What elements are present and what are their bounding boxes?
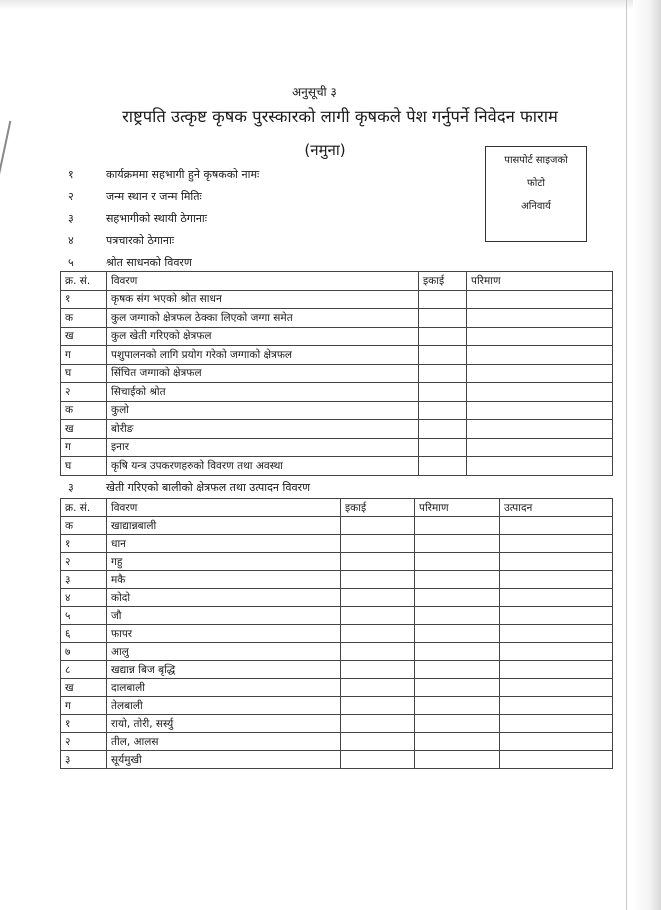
column-header-unit: इकाई xyxy=(341,499,415,517)
cell-description: सिचाईको श्रोत xyxy=(107,383,419,402)
crop-production-table xyxy=(60,498,613,769)
cell-quantity[interactable] xyxy=(415,589,500,607)
cell-quantity[interactable] xyxy=(415,643,500,661)
table-row xyxy=(61,383,613,402)
cell-production[interactable] xyxy=(500,643,613,661)
table-header-row xyxy=(61,272,613,291)
cell-serial: ४ xyxy=(61,589,107,607)
table-row xyxy=(61,309,613,328)
cell-unit[interactable] xyxy=(419,438,467,457)
photo-box-line-size: पासपोर्ट साइजको xyxy=(504,155,568,166)
table-row xyxy=(61,438,613,457)
cell-production[interactable] xyxy=(500,715,613,733)
field-label: सहभागीको स्थायी ठेगानाः xyxy=(106,212,207,225)
cell-quantity[interactable] xyxy=(415,607,500,625)
cell-unit[interactable] xyxy=(341,661,415,679)
column-header-quantity: परिमाण xyxy=(467,272,613,291)
cell-quantity[interactable] xyxy=(415,571,500,589)
table-row xyxy=(61,679,613,697)
cell-serial: ख xyxy=(61,420,107,439)
cell-unit[interactable] xyxy=(419,457,467,476)
table-row xyxy=(61,589,613,607)
field-number: ५ xyxy=(68,256,74,269)
cell-description: कुल खेती गरिएको क्षेत्रफल xyxy=(107,327,419,346)
table-row xyxy=(61,751,613,769)
table-row xyxy=(61,697,613,715)
column-header-quantity: परिमाण xyxy=(415,499,500,517)
table-row xyxy=(61,327,613,346)
cell-serial: घ xyxy=(61,364,107,383)
cell-unit[interactable] xyxy=(419,401,467,420)
cell-unit[interactable] xyxy=(419,290,467,309)
cell-unit[interactable] xyxy=(419,346,467,365)
cell-unit[interactable] xyxy=(341,679,415,697)
cell-serial: २ xyxy=(61,383,107,402)
table-row xyxy=(61,457,613,476)
photo-box-line-required: अनिवार्य xyxy=(521,201,551,212)
cell-serial: १ xyxy=(61,715,107,733)
cell-production[interactable] xyxy=(500,607,613,625)
cell-quantity[interactable] xyxy=(415,553,500,571)
cell-unit[interactable] xyxy=(419,420,467,439)
cell-unit[interactable] xyxy=(341,751,415,769)
cell-unit[interactable] xyxy=(419,327,467,346)
cell-unit[interactable] xyxy=(341,607,415,625)
section-number: ३ xyxy=(68,481,74,494)
cell-quantity[interactable] xyxy=(415,733,500,751)
cell-serial: ग xyxy=(61,346,107,365)
cell-production[interactable] xyxy=(500,733,613,751)
field-number: ३ xyxy=(68,212,74,225)
cell-description: तेलबाली xyxy=(107,697,341,715)
cell-quantity[interactable] xyxy=(467,346,613,365)
scan-fold-line xyxy=(626,0,627,910)
cell-quantity[interactable] xyxy=(415,715,500,733)
cell-quantity[interactable] xyxy=(415,697,500,715)
cell-unit[interactable] xyxy=(341,589,415,607)
table-row xyxy=(61,364,613,383)
cell-unit[interactable] xyxy=(419,383,467,402)
resources-table xyxy=(60,271,613,476)
cell-quantity[interactable] xyxy=(467,420,613,439)
cell-unit[interactable] xyxy=(341,625,415,643)
table-row xyxy=(61,290,613,309)
table-row xyxy=(61,517,613,535)
section-label: खेती गरिएको बालीको क्षेत्रफल तथा उत्पादन विवरण xyxy=(106,481,311,494)
cell-serial: क xyxy=(61,309,107,328)
cell-production[interactable] xyxy=(500,697,613,715)
cell-quantity[interactable] xyxy=(467,383,613,402)
form-subtitle: (नमुना) xyxy=(304,141,346,159)
cell-production[interactable] xyxy=(500,571,613,589)
cell-serial: १ xyxy=(61,290,107,309)
table-row xyxy=(61,733,613,751)
cell-description: तील, आलस xyxy=(107,733,341,751)
cell-production[interactable] xyxy=(500,751,613,769)
cell-serial: ग xyxy=(61,697,107,715)
cell-serial: २ xyxy=(61,733,107,751)
column-header-serial: क्र. सं. xyxy=(61,272,107,291)
cell-unit[interactable] xyxy=(419,364,467,383)
scan-shadow-right xyxy=(633,0,661,910)
cell-quantity[interactable] xyxy=(467,290,613,309)
cell-serial: ३ xyxy=(61,571,107,589)
cell-serial: १ xyxy=(61,535,107,553)
cell-description: कुल जग्गाको क्षेत्रफल ठेक्का लिएको जग्गा समेत xyxy=(107,309,419,328)
cell-serial: ग xyxy=(61,438,107,457)
cell-quantity[interactable] xyxy=(415,517,500,535)
table-header-row xyxy=(61,499,613,517)
cell-description: फापर xyxy=(107,625,341,643)
cell-production[interactable] xyxy=(500,517,613,535)
section-crop-heading xyxy=(68,480,311,495)
cell-quantity[interactable] xyxy=(467,401,613,420)
cell-description: कृषक संग भएको श्रोत साधन xyxy=(107,290,419,309)
cell-production[interactable] xyxy=(500,553,613,571)
column-header-unit: इकाई xyxy=(419,272,467,291)
cell-description: मकै xyxy=(107,571,341,589)
cell-serial: क xyxy=(61,517,107,535)
cell-quantity[interactable] xyxy=(467,309,613,328)
cell-unit[interactable] xyxy=(341,571,415,589)
scan-mark-left xyxy=(0,121,11,209)
annex-label: अनुसूची ३ xyxy=(292,85,337,99)
table-row xyxy=(61,607,613,625)
cell-production[interactable] xyxy=(500,661,613,679)
cell-quantity[interactable] xyxy=(415,679,500,697)
cell-description: रायो, तोरी, सर्स्यु xyxy=(107,715,341,733)
cell-description: धान xyxy=(107,535,341,553)
cell-serial: ७ xyxy=(61,643,107,661)
cell-description: सूर्यमुखी xyxy=(107,751,341,769)
column-header-serial: क्र. सं. xyxy=(61,499,107,517)
cell-unit[interactable] xyxy=(341,697,415,715)
cell-serial: घ xyxy=(61,457,107,476)
cell-description: कोदो xyxy=(107,589,341,607)
cell-unit[interactable] xyxy=(341,643,415,661)
cell-serial: ३ xyxy=(61,751,107,769)
cell-production[interactable] xyxy=(500,589,613,607)
cell-description: कृषि यन्त्र उपकरणहरुको विवरण तथा अवस्था xyxy=(107,457,419,476)
table-row xyxy=(61,420,613,439)
cell-serial: ख xyxy=(61,327,107,346)
cell-unit[interactable] xyxy=(341,517,415,535)
field-label: श्रोत साधनको विवरण xyxy=(106,256,192,269)
cell-description: गहु xyxy=(107,553,341,571)
table-row xyxy=(61,571,613,589)
cell-quantity[interactable] xyxy=(467,327,613,346)
photo-box-line-photo: फोटो xyxy=(527,178,545,189)
field-label: जन्म स्थान र जन्म मितिः xyxy=(106,190,202,203)
column-header-description: विवरण xyxy=(107,499,341,517)
field-label: कार्यक्रममा सहभागी हुने कृषकको नामः xyxy=(106,168,260,181)
cell-quantity[interactable] xyxy=(415,661,500,679)
cell-unit[interactable] xyxy=(341,535,415,553)
field-number: १ xyxy=(68,168,74,181)
field-number: २ xyxy=(68,190,74,203)
cell-quantity[interactable] xyxy=(467,364,613,383)
cell-production[interactable] xyxy=(500,625,613,643)
cell-description: दालबाली xyxy=(107,679,341,697)
cell-unit[interactable] xyxy=(341,733,415,751)
passport-photo-box xyxy=(485,146,587,242)
cell-serial: ख xyxy=(61,679,107,697)
cell-serial: २ xyxy=(61,553,107,571)
table-row xyxy=(61,643,613,661)
form-title: राष्ट्रपति उत्कृष्ट कृषक पुरस्कारको लागी कृषकले पेश गर्नुपर्ने निवेदन फाराम xyxy=(122,107,558,126)
cell-production[interactable] xyxy=(500,679,613,697)
cell-quantity[interactable] xyxy=(467,438,613,457)
cell-description: पशुपालनको लागि प्रयोग गरेको जग्गाको क्षेत्रफल xyxy=(107,346,419,365)
cell-description: कुलो xyxy=(107,401,419,420)
cell-description: आलु xyxy=(107,643,341,661)
table-row xyxy=(61,715,613,733)
table-row xyxy=(61,625,613,643)
cell-production[interactable] xyxy=(500,535,613,553)
cell-description: बोरीङ xyxy=(107,420,419,439)
table-row xyxy=(61,661,613,679)
field-label: पत्रचारको ठेगानाः xyxy=(106,234,175,247)
cell-serial: ६ xyxy=(61,625,107,643)
cell-description: जौ xyxy=(107,607,341,625)
cell-description: खाद्यान्नबाली xyxy=(107,517,341,535)
table-row xyxy=(61,346,613,365)
cell-unit[interactable] xyxy=(419,309,467,328)
column-header-production: उत्पादन xyxy=(500,499,613,517)
cell-description: सिंचित जग्गाको क्षेत्रफल xyxy=(107,364,419,383)
cell-unit[interactable] xyxy=(341,715,415,733)
cell-serial: क xyxy=(61,401,107,420)
column-header-description: विवरण xyxy=(107,272,419,291)
cell-description: इनार xyxy=(107,438,419,457)
cell-unit[interactable] xyxy=(341,553,415,571)
field-number: ४ xyxy=(68,234,74,247)
cell-description: खद्यान्न बिज बृद्धि xyxy=(107,661,341,679)
cell-quantity[interactable] xyxy=(415,625,500,643)
cell-quantity[interactable] xyxy=(467,457,613,476)
cell-serial: ८ xyxy=(61,661,107,679)
table-row xyxy=(61,535,613,553)
scan-shadow-top xyxy=(0,0,661,10)
table-row xyxy=(61,553,613,571)
cell-quantity[interactable] xyxy=(415,535,500,553)
cell-serial: ५ xyxy=(61,607,107,625)
cell-quantity[interactable] xyxy=(415,751,500,769)
table-row xyxy=(61,401,613,420)
